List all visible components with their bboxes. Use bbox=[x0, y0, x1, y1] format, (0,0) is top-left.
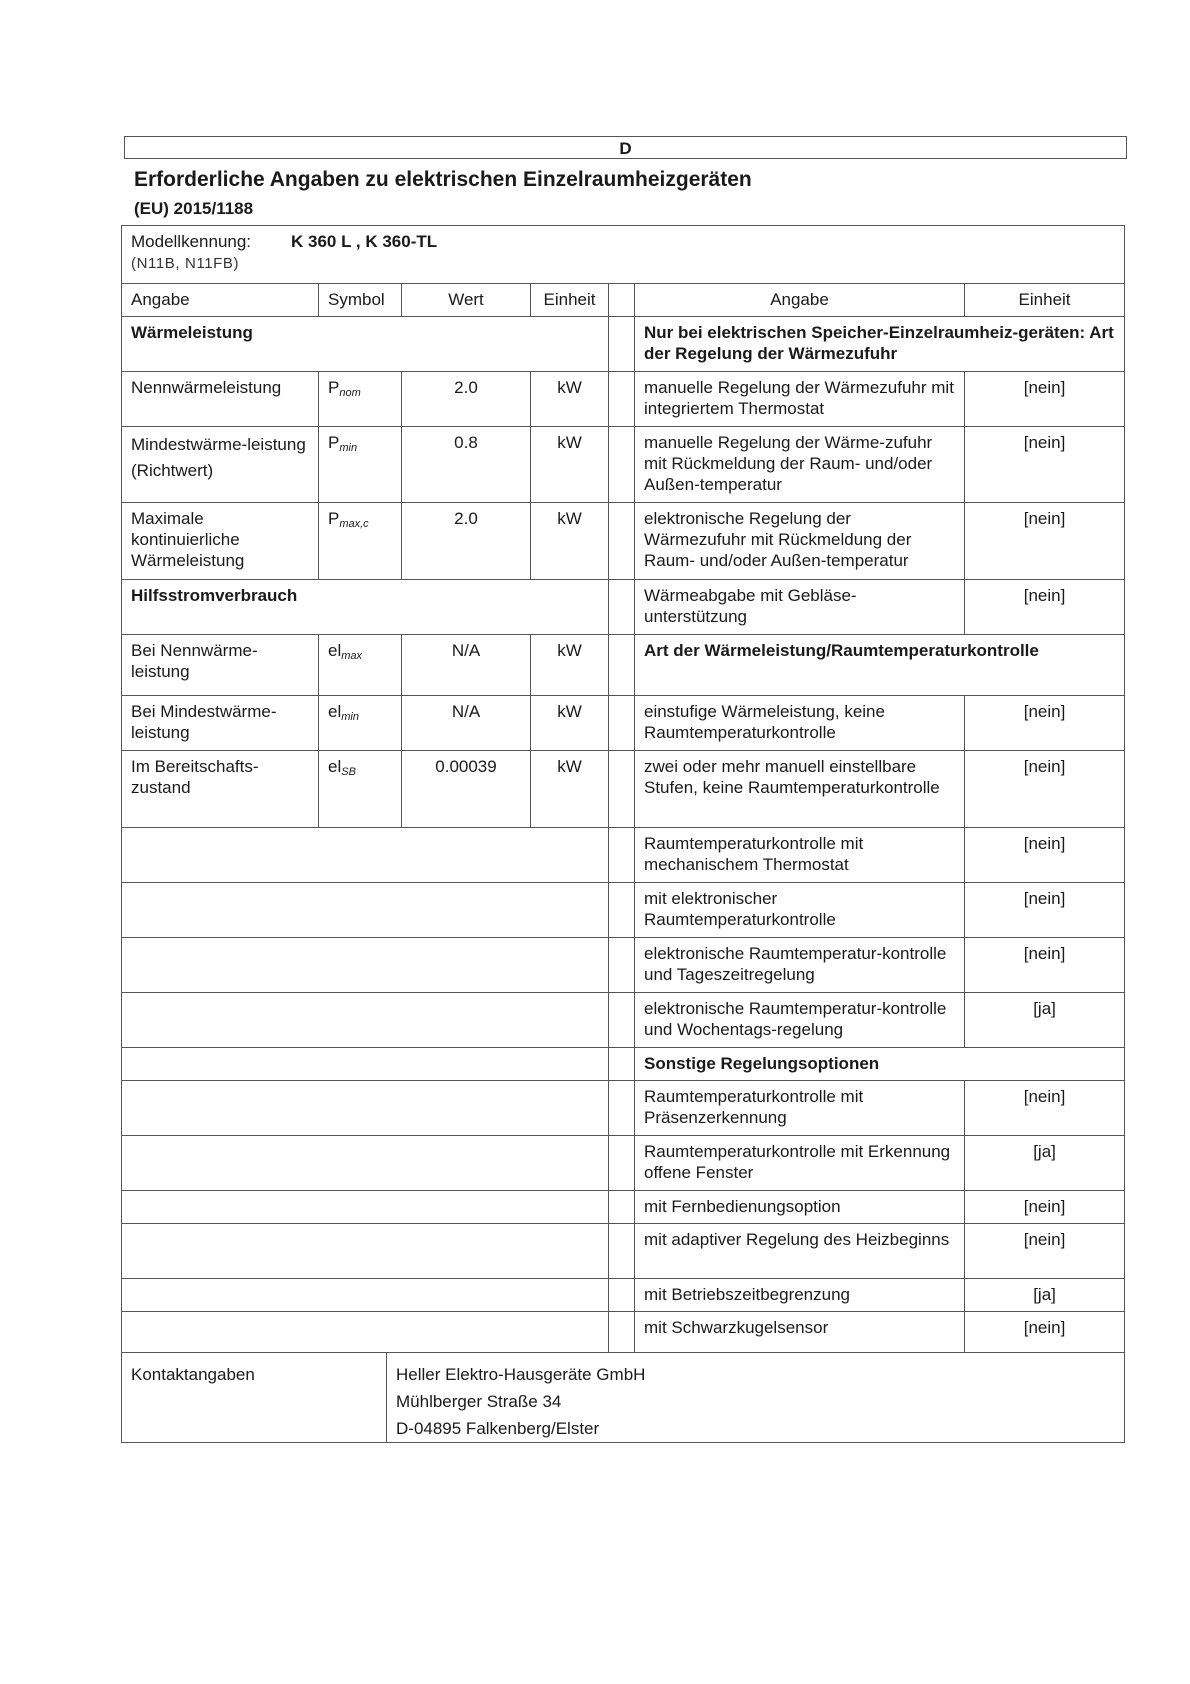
empty-cell bbox=[122, 1191, 609, 1224]
symbol-subscript: max bbox=[341, 650, 363, 662]
symbol-subscript: max,c bbox=[339, 518, 369, 530]
contact-street: Mühlberger Straße 34 bbox=[396, 1392, 562, 1411]
option-value: [nein] bbox=[965, 696, 1125, 751]
row-value: N/A bbox=[402, 696, 531, 751]
table-row bbox=[122, 1191, 1125, 1224]
option-label: mit elektronischer Raumtemperaturkontrolle bbox=[635, 883, 965, 938]
option-value: [nein] bbox=[965, 828, 1125, 883]
specification-table bbox=[121, 225, 1125, 1353]
row-label: Im Bereitschafts-zustand bbox=[122, 751, 319, 828]
row-symbol bbox=[319, 372, 402, 427]
symbol-main: el bbox=[328, 641, 342, 660]
col-header-right-einheit: Einheit bbox=[965, 284, 1125, 317]
row-unit: kW bbox=[531, 372, 609, 427]
section-heading: Art der Wärmeleistung/Raumtemperaturkontrolle bbox=[635, 635, 1125, 696]
option-value: [ja] bbox=[965, 1136, 1125, 1191]
table-row bbox=[122, 1136, 1125, 1191]
empty-cell bbox=[122, 1136, 609, 1191]
option-label: manuelle Regelung der Wärme-zufuhr mit Rückmeldung der Raum- und/oder Außen-temperatur bbox=[635, 427, 965, 503]
option-label: mit Schwarzkugelsensor bbox=[635, 1312, 965, 1353]
row-label: Maximale kontinuierliche Wärmeleistung bbox=[122, 503, 319, 580]
row-unit: kW bbox=[531, 503, 609, 580]
table-row bbox=[122, 828, 1125, 883]
header-row bbox=[122, 284, 1125, 317]
symbol-subscript: nom bbox=[339, 387, 361, 399]
row-symbol bbox=[319, 635, 402, 696]
row-symbol bbox=[319, 427, 402, 503]
separator-cell bbox=[609, 284, 635, 317]
separator-cell bbox=[609, 317, 635, 372]
empty-cell bbox=[122, 1224, 609, 1279]
table-row bbox=[122, 1312, 1125, 1353]
symbol-subscript: SB bbox=[341, 766, 356, 778]
symbol-main: el bbox=[328, 702, 342, 721]
table-row bbox=[122, 1048, 1125, 1081]
contact-address bbox=[387, 1353, 1125, 1443]
separator-cell bbox=[609, 635, 635, 696]
option-value: [nein] bbox=[965, 1191, 1125, 1224]
contact-table bbox=[121, 1352, 1125, 1443]
separator-cell bbox=[609, 580, 635, 635]
option-label: mit Fernbedienungsoption bbox=[635, 1191, 965, 1224]
empty-cell bbox=[122, 1048, 609, 1081]
symbol-main: P bbox=[328, 378, 340, 397]
separator-cell bbox=[609, 1136, 635, 1191]
row-label: Mindestwärme-leistung (Richtwert) bbox=[122, 427, 319, 503]
symbol-main: P bbox=[328, 509, 340, 528]
table-row bbox=[122, 696, 1125, 751]
option-label: Raumtemperaturkontrolle mit Erkennung offene Fenster bbox=[635, 1136, 965, 1191]
row-symbol bbox=[319, 503, 402, 580]
row-value: 2.0 bbox=[402, 372, 531, 427]
table-row bbox=[122, 317, 1125, 372]
section-heading: Sonstige Regelungsoptionen bbox=[635, 1048, 1125, 1081]
row-label: Bei Nennwärme-leistung bbox=[122, 635, 319, 696]
symbol-subscript: min bbox=[341, 711, 359, 723]
table-row bbox=[122, 580, 1125, 635]
row-unit: kW bbox=[531, 635, 609, 696]
table-row bbox=[122, 1279, 1125, 1312]
option-value: [nein] bbox=[965, 372, 1125, 427]
row-symbol bbox=[319, 751, 402, 828]
option-value: [nein] bbox=[965, 938, 1125, 993]
col-header-wert: Wert bbox=[402, 284, 531, 317]
option-label: einstufige Wärmeleistung, keine Raumtemperaturkontrolle bbox=[635, 696, 965, 751]
option-value: [nein] bbox=[965, 580, 1125, 635]
symbol-main: P bbox=[328, 433, 340, 452]
table-row bbox=[122, 938, 1125, 993]
model-row bbox=[122, 226, 1125, 284]
row-value: 0.00039 bbox=[402, 751, 531, 828]
option-value: [nein] bbox=[965, 751, 1125, 828]
row-value: 0.8 bbox=[402, 427, 531, 503]
separator-cell bbox=[609, 503, 635, 580]
table-row bbox=[122, 993, 1125, 1048]
separator-cell bbox=[609, 751, 635, 828]
regulation-number: (EU) 2015/1188 bbox=[134, 199, 254, 218]
separator-cell bbox=[609, 1191, 635, 1224]
section-heading: Hilfsstromverbrauch bbox=[122, 580, 609, 635]
col-header-einheit: Einheit bbox=[531, 284, 609, 317]
separator-cell bbox=[609, 1081, 635, 1136]
separator-cell bbox=[609, 427, 635, 503]
empty-cell bbox=[122, 1279, 609, 1312]
section-heading: Nur bei elektrischen Speicher-Einzelraumheiz-geräten: Art der Regelung der Wärmezufuhr bbox=[635, 317, 1125, 372]
table-row bbox=[122, 883, 1125, 938]
option-label: elektronische Raumtemperatur-kontrolle und Wochentags-regelung bbox=[635, 993, 965, 1048]
col-header-angabe: Angabe bbox=[122, 284, 319, 317]
option-value: [ja] bbox=[965, 1279, 1125, 1312]
table-row bbox=[122, 372, 1125, 427]
row-label: Nennwärmeleistung bbox=[122, 372, 319, 427]
row-value: N/A bbox=[402, 635, 531, 696]
separator-cell bbox=[609, 696, 635, 751]
separator-cell bbox=[609, 938, 635, 993]
empty-cell bbox=[122, 828, 609, 883]
table-row bbox=[122, 751, 1125, 828]
separator-cell bbox=[609, 372, 635, 427]
option-label: Raumtemperaturkontrolle mit mechanischem Thermostat bbox=[635, 828, 965, 883]
table-row bbox=[122, 427, 1125, 503]
row-value: 2.0 bbox=[402, 503, 531, 580]
row-label: Bei Mindestwärme-leistung bbox=[122, 696, 319, 751]
option-label: Raumtemperaturkontrolle mit Präsenzerkennung bbox=[635, 1081, 965, 1136]
separator-cell bbox=[609, 993, 635, 1048]
option-label: mit adaptiver Regelung des Heizbeginns bbox=[635, 1224, 965, 1279]
option-label: elektronische Regelung der Wärmezufuhr mit Rückmeldung der Raum- und/oder Außen-temperatur bbox=[635, 503, 965, 580]
language-box: D bbox=[124, 136, 1127, 159]
separator-cell bbox=[609, 883, 635, 938]
contact-label: Kontaktangaben bbox=[122, 1353, 387, 1443]
option-value: [nein] bbox=[965, 1312, 1125, 1353]
option-label: Wärmeabgabe mit Gebläse-unterstützung bbox=[635, 580, 965, 635]
contact-row bbox=[122, 1353, 1125, 1443]
option-value: [nein] bbox=[965, 427, 1125, 503]
separator-cell bbox=[609, 1048, 635, 1081]
empty-cell bbox=[122, 1081, 609, 1136]
section-heading: Wärmeleistung bbox=[122, 317, 609, 372]
separator-cell bbox=[609, 1224, 635, 1279]
option-label: manuelle Regelung der Wärmezufuhr mit integriertem Thermostat bbox=[635, 372, 965, 427]
contact-city: D-04895 Falkenberg/Elster bbox=[396, 1419, 600, 1438]
option-value: [nein] bbox=[965, 883, 1125, 938]
contact-company: Heller Elektro-Hausgeräte GmbH bbox=[396, 1365, 646, 1384]
separator-cell bbox=[609, 1312, 635, 1353]
empty-cell bbox=[122, 883, 609, 938]
model-cell bbox=[122, 226, 1125, 284]
symbol-subscript: min bbox=[339, 442, 358, 454]
option-value: [ja] bbox=[965, 993, 1125, 1048]
model-value: K 360 L , K 360-TL bbox=[291, 232, 438, 251]
empty-cell bbox=[122, 993, 609, 1048]
table-row bbox=[122, 1224, 1125, 1279]
option-label: elektronische Raumtemperatur-kontrolle und Tageszeitregelung bbox=[635, 938, 965, 993]
option-value: [nein] bbox=[965, 1224, 1125, 1279]
empty-cell bbox=[122, 1312, 609, 1353]
col-header-right-angabe: Angabe bbox=[635, 284, 965, 317]
document-title: Erforderliche Angaben zu elektrischen Einzelraumheizgeräten bbox=[134, 168, 752, 191]
table-row bbox=[122, 635, 1125, 696]
separator-cell bbox=[609, 1279, 635, 1312]
separator-cell bbox=[609, 828, 635, 883]
col-header-symbol: Symbol bbox=[319, 284, 402, 317]
option-value: [nein] bbox=[965, 503, 1125, 580]
option-value: [nein] bbox=[965, 1081, 1125, 1136]
row-unit: kW bbox=[531, 696, 609, 751]
model-label: Modellkennung: bbox=[131, 232, 252, 251]
option-label: mit Betriebszeitbegrenzung bbox=[635, 1279, 965, 1312]
table-row bbox=[122, 503, 1125, 580]
table-row bbox=[122, 1081, 1125, 1136]
option-label: zwei oder mehr manuell einstellbare Stufen, keine Raumtemperaturkontrolle bbox=[635, 751, 965, 828]
row-unit: kW bbox=[531, 427, 609, 503]
row-unit: kW bbox=[531, 751, 609, 828]
empty-cell bbox=[122, 938, 609, 993]
model-codes: (N11B, N11FB) bbox=[131, 255, 240, 272]
row-symbol bbox=[319, 696, 402, 751]
symbol-main: el bbox=[328, 757, 342, 776]
